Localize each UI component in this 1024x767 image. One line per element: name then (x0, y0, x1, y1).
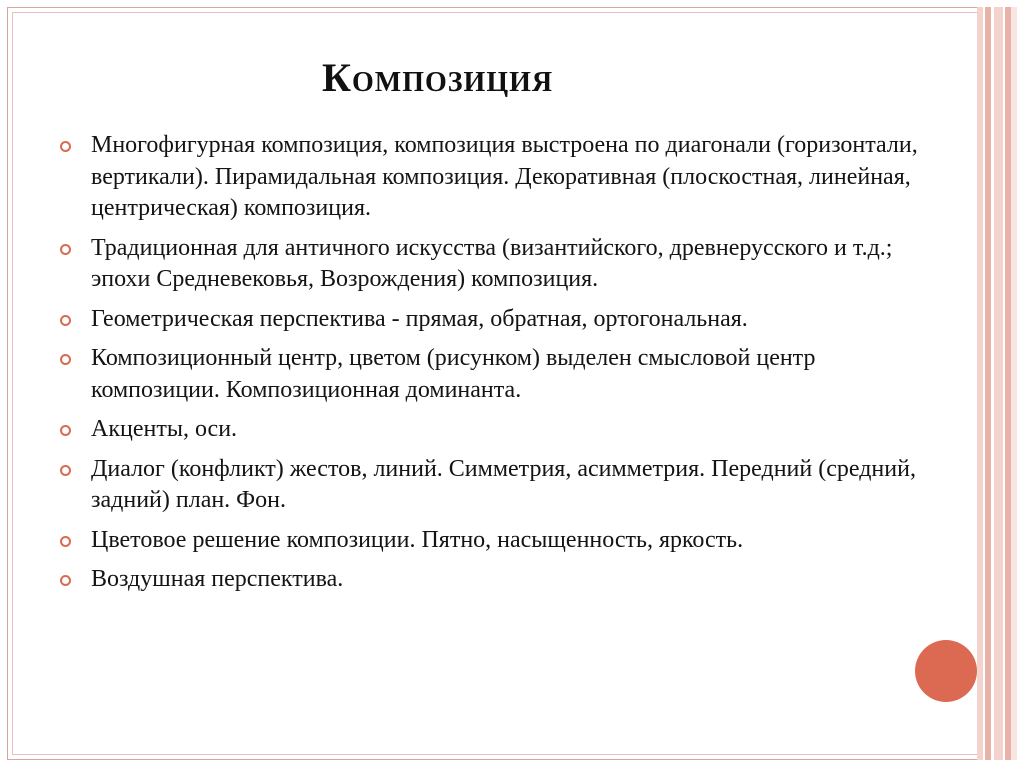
bullet-item (60, 414, 920, 446)
bullet-text: Геометрическая перспектива - прямая, обратная, ортогональная. (91, 305, 748, 332)
ring-bullet-icon (60, 354, 71, 365)
bullet-item (60, 130, 920, 225)
ring-bullet-icon (60, 575, 71, 586)
ring-bullet-icon (60, 425, 71, 436)
bullet-item (60, 304, 920, 336)
ring-bullet-icon (60, 465, 71, 476)
bullet-text: Цветовое решение композиции. Пятно, насыщенность, яркость. (91, 526, 744, 553)
bullet-text: Многофигурная композиция, композиция выстроена по диагонали (горизонтали, вертикали). Пирамидальная композиция. Декоративная (плоскостная, линейная, центрическая) композиция. (91, 132, 918, 221)
bullet-item (60, 525, 920, 557)
stripe (1011, 7, 1017, 760)
ring-bullet-icon (60, 141, 71, 152)
bullet-item (60, 564, 920, 596)
decorative-circle (915, 640, 977, 702)
bullet-text: Композиционный центр, цветом (рисунком) выделен смысловой центр композиции. Композиционная доминанта. (91, 345, 816, 403)
bullet-item (60, 343, 920, 406)
ring-bullet-icon (60, 536, 71, 547)
bullet-item (60, 454, 920, 517)
ring-bullet-icon (60, 315, 71, 326)
stripe (994, 7, 1003, 760)
bullet-text: Воздушная перспектива. (91, 566, 344, 592)
decorative-stripes (977, 7, 1017, 760)
slide-title: Композиция (322, 55, 554, 100)
bullet-text: Традиционная для античного искусства (византийского, древнерусского и т.д.; эпохи Средневековья, Возрождения) композиция. (91, 234, 893, 292)
bullet-text: Диалог (конфликт) жестов, линий. Симметрия, асимметрия. Передний (средний, задний) план. Фон. (91, 455, 916, 513)
ring-bullet-icon (60, 244, 71, 255)
bullet-list (60, 130, 920, 604)
bullet-item (60, 233, 920, 296)
bullet-text: Акценты, оси. (91, 416, 238, 442)
